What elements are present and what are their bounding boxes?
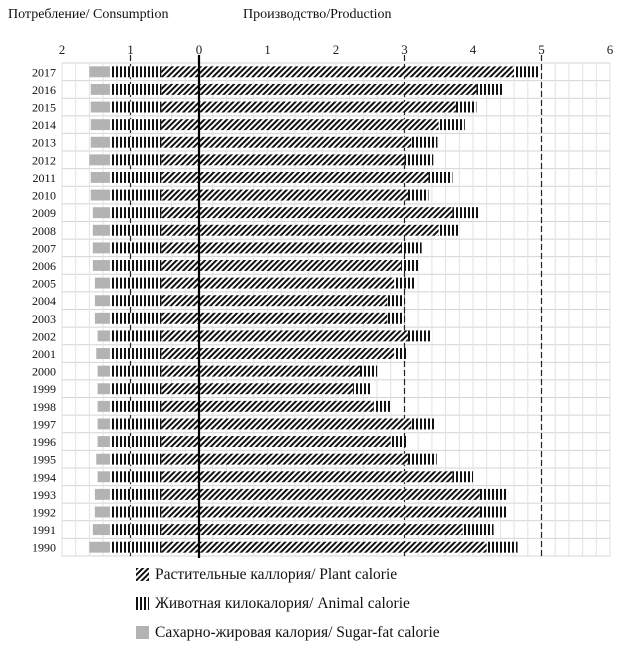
- bar-animal-production: [411, 418, 435, 429]
- year-label: 2005: [32, 276, 56, 291]
- year-label: 2008: [32, 223, 56, 238]
- bar-plant-production: [199, 84, 476, 95]
- year-label: 1990: [32, 540, 56, 555]
- bar-sugar-consumption: [91, 102, 110, 113]
- bar-animal-consumption: [110, 207, 161, 218]
- year-label: 2015: [32, 100, 56, 115]
- bar-plant-production: [199, 207, 452, 218]
- legend-label-animal: Животная килокалория/ Animal calorie: [155, 594, 410, 612]
- bar-sugar-consumption: [93, 242, 110, 253]
- bar-sugar-consumption: [98, 366, 110, 377]
- year-label: 1993: [32, 487, 56, 502]
- bar-plant-consumption: [161, 489, 199, 500]
- bar-plant-consumption: [161, 366, 199, 377]
- bar-sugar-consumption: [95, 313, 110, 324]
- consumption-header: Потребление/ Consumption: [8, 7, 169, 22]
- bar-animal-production: [514, 66, 538, 77]
- year-label: 1997: [32, 417, 56, 432]
- x-tick-label: 1: [264, 42, 271, 57]
- year-label: 1995: [32, 452, 56, 467]
- bar-sugar-consumption: [95, 489, 110, 500]
- year-label: 2016: [32, 82, 56, 97]
- bar-plant-production: [199, 366, 360, 377]
- year-label: 1996: [32, 435, 56, 450]
- legend-item-sugar: [136, 618, 440, 647]
- bar-plant-production: [199, 436, 391, 447]
- year-label: 1998: [32, 399, 56, 414]
- bar-plant-consumption: [161, 313, 199, 324]
- bar-animal-consumption: [110, 454, 161, 465]
- bar-animal-production: [428, 172, 452, 183]
- bar-sugar-consumption: [91, 119, 110, 130]
- year-label: 2010: [32, 188, 56, 203]
- x-tick-label: 6: [606, 42, 614, 57]
- bar-plant-production: [199, 119, 439, 130]
- bar-plant-consumption: [161, 260, 199, 271]
- bar-animal-consumption: [110, 383, 161, 394]
- bar-animal-consumption: [110, 190, 161, 201]
- bar-plant-production: [199, 383, 353, 394]
- bar-sugar-consumption: [93, 225, 110, 236]
- bar-animal-consumption: [110, 542, 161, 553]
- bar-animal-production: [401, 242, 422, 253]
- bar-animal-production: [353, 383, 370, 394]
- bar-plant-production: [199, 401, 374, 412]
- bar-animal-production: [405, 154, 434, 165]
- bar-sugar-consumption: [98, 401, 110, 412]
- bar-animal-production: [391, 436, 408, 447]
- bar-sugar-consumption: [96, 454, 110, 465]
- bar-animal-production: [394, 348, 408, 359]
- bar-sugar-consumption: [91, 190, 110, 201]
- year-label: 1992: [32, 505, 56, 520]
- year-label: 1991: [32, 523, 56, 538]
- bar-sugar-consumption: [95, 295, 110, 306]
- bar-sugar-consumption: [93, 524, 110, 535]
- bar-animal-production: [387, 313, 404, 324]
- bar-animal-consumption: [110, 278, 161, 289]
- bar-sugar-consumption: [96, 348, 110, 359]
- bar-plant-production: [199, 137, 411, 148]
- x-tick-label: 4: [469, 42, 477, 57]
- year-label: 1994: [32, 470, 56, 485]
- bar-animal-consumption: [110, 471, 161, 482]
- bar-animal-production: [408, 330, 432, 341]
- bar-plant-consumption: [161, 190, 199, 201]
- year-label: 2009: [32, 206, 56, 221]
- bar-plant-consumption: [161, 295, 199, 306]
- bar-animal-consumption: [110, 507, 161, 518]
- bar-plant-production: [199, 454, 408, 465]
- bar-animal-production: [387, 295, 404, 306]
- bar-animal-production: [463, 524, 494, 535]
- production-header: Производство/Production: [243, 7, 392, 22]
- bar-plant-production: [199, 66, 514, 77]
- bar-plant-consumption: [161, 348, 199, 359]
- bar-plant-production: [199, 295, 387, 306]
- bar-sugar-consumption: [98, 436, 110, 447]
- bar-animal-consumption: [110, 260, 161, 271]
- bar-animal-production: [401, 260, 418, 271]
- bar-plant-consumption: [161, 436, 199, 447]
- year-label: 2012: [32, 153, 56, 168]
- bar-plant-consumption: [161, 119, 199, 130]
- bar-animal-consumption: [110, 66, 161, 77]
- bar-animal-production: [408, 454, 437, 465]
- bar-plant-production: [199, 348, 394, 359]
- bar-plant-production: [199, 278, 394, 289]
- year-label: 2011: [32, 170, 56, 185]
- bar-animal-production: [452, 471, 473, 482]
- year-label: 1999: [32, 382, 56, 397]
- bar-animal-consumption: [110, 489, 161, 500]
- bar-animal-consumption: [110, 330, 161, 341]
- bar-plant-production: [199, 242, 401, 253]
- bar-animal-consumption: [110, 295, 161, 306]
- year-label: 2014: [32, 118, 56, 133]
- year-label: 2006: [32, 258, 56, 273]
- bar-sugar-consumption: [98, 383, 110, 394]
- bar-plant-production: [199, 524, 463, 535]
- animal-swatch-icon: [136, 597, 149, 610]
- bar-plant-consumption: [161, 154, 199, 165]
- bar-sugar-consumption: [89, 542, 110, 553]
- bar-sugar-consumption: [91, 172, 110, 183]
- bar-animal-production: [487, 542, 518, 553]
- bar-animal-production: [452, 207, 478, 218]
- bar-animal-consumption: [110, 172, 161, 183]
- year-label: 2013: [32, 135, 56, 150]
- bar-animal-consumption: [110, 137, 161, 148]
- legend: [136, 560, 440, 647]
- bar-animal-consumption: [110, 348, 161, 359]
- bar-animal-consumption: [110, 84, 161, 95]
- bar-plant-consumption: [161, 383, 199, 394]
- x-tick-label: 3: [401, 42, 408, 57]
- bar-animal-production: [480, 489, 507, 500]
- bar-plant-consumption: [161, 66, 199, 77]
- bar-animal-production: [439, 119, 465, 130]
- bar-animal-production: [360, 366, 377, 377]
- year-label: 2002: [32, 329, 56, 344]
- bar-plant-consumption: [161, 278, 199, 289]
- bar-plant-consumption: [161, 454, 199, 465]
- bar-plant-production: [199, 172, 428, 183]
- bar-plant-consumption: [161, 225, 199, 236]
- bar-sugar-consumption: [89, 154, 110, 165]
- legend-label-plant: Растительные каллория/ Plant calorie: [155, 565, 398, 583]
- year-label: 2001: [32, 347, 56, 362]
- bar-animal-production: [439, 225, 460, 236]
- bar-animal-consumption: [110, 242, 161, 253]
- year-label: 2017: [32, 65, 56, 80]
- x-tick-label: 0: [195, 42, 203, 57]
- bar-animal-production: [456, 102, 477, 113]
- legend-item-animal: [136, 589, 440, 618]
- bar-plant-consumption: [161, 330, 199, 341]
- bar-animal-production: [408, 190, 429, 201]
- bar-animal-consumption: [110, 102, 161, 113]
- x-tick-label: 2: [58, 42, 66, 57]
- bar-animal-production: [374, 401, 391, 412]
- bar-animal-consumption: [110, 313, 161, 324]
- bar-sugar-consumption: [89, 66, 110, 77]
- bar-plant-consumption: [161, 137, 199, 148]
- bar-plant-production: [199, 102, 456, 113]
- year-label: 2000: [32, 364, 56, 379]
- bar-plant-production: [199, 418, 411, 429]
- bar-plant-production: [199, 190, 408, 201]
- year-label: 2007: [32, 241, 56, 256]
- bar-sugar-consumption: [91, 137, 110, 148]
- bar-plant-consumption: [161, 471, 199, 482]
- bar-plant-consumption: [161, 84, 199, 95]
- year-label: 2004: [32, 294, 56, 309]
- bar-plant-production: [199, 330, 408, 341]
- bar-sugar-consumption: [93, 207, 110, 218]
- bar-animal-production: [476, 84, 502, 95]
- bar-plant-production: [199, 489, 480, 500]
- bar-animal-consumption: [110, 154, 161, 165]
- bar-sugar-consumption: [93, 260, 110, 271]
- bar-plant-consumption: [161, 542, 199, 553]
- bar-plant-consumption: [161, 524, 199, 535]
- bar-plant-consumption: [161, 242, 199, 253]
- bar-sugar-consumption: [98, 471, 110, 482]
- bar-sugar-consumption: [95, 278, 110, 289]
- bar-animal-consumption: [110, 401, 161, 412]
- x-tick-label: 2: [332, 42, 340, 57]
- x-tick-label: 5: [538, 42, 545, 57]
- bar-plant-production: [199, 542, 487, 553]
- bar-plant-consumption: [161, 172, 199, 183]
- bar-animal-consumption: [110, 436, 161, 447]
- bar-plant-production: [199, 471, 452, 482]
- plant-swatch-icon: [136, 568, 149, 581]
- bar-sugar-consumption: [95, 507, 110, 518]
- bar-plant-production: [199, 225, 439, 236]
- bar-plant-production: [199, 154, 405, 165]
- year-label: 2003: [32, 311, 56, 326]
- bar-animal-production: [411, 137, 437, 148]
- bar-animal-consumption: [110, 225, 161, 236]
- bar-animal-consumption: [110, 418, 161, 429]
- bar-plant-consumption: [161, 507, 199, 518]
- bar-sugar-consumption: [91, 84, 110, 95]
- bar-sugar-consumption: [98, 330, 110, 341]
- legend-label-sugar: Сахарно-жировая калория/ Sugar-fat calorie: [155, 623, 440, 641]
- bar-sugar-consumption: [98, 418, 110, 429]
- bar-animal-consumption: [110, 119, 161, 130]
- bar-plant-consumption: [161, 401, 199, 412]
- legend-item-plant: [136, 560, 440, 589]
- bar-plant-consumption: [161, 418, 199, 429]
- bar-plant-production: [199, 507, 480, 518]
- bar-plant-production: [199, 313, 387, 324]
- bar-animal-production: [480, 507, 507, 518]
- bar-animal-consumption: [110, 524, 161, 535]
- bar-plant-production: [199, 260, 401, 271]
- sugar-swatch-icon: [136, 626, 149, 639]
- bar-plant-consumption: [161, 207, 199, 218]
- bar-animal-production: [394, 278, 415, 289]
- bar-plant-consumption: [161, 102, 199, 113]
- x-tick-label: 1: [127, 42, 134, 57]
- bar-animal-consumption: [110, 366, 161, 377]
